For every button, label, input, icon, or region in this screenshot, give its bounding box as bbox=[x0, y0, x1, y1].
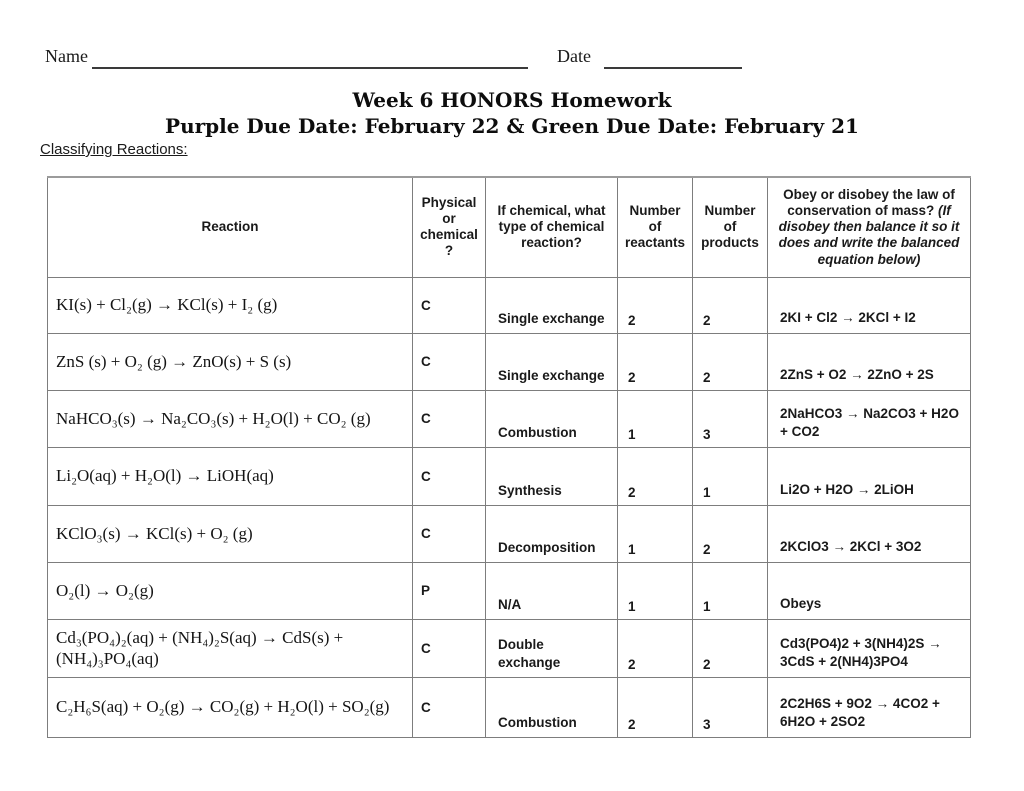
header-number-of-reactants: Number of reactants bbox=[618, 177, 693, 277]
name-field-line bbox=[92, 45, 528, 69]
physical-chemical-cell: C bbox=[413, 390, 486, 447]
reaction-type-cell: Combustion bbox=[486, 677, 618, 737]
reaction-cell: O₂(l) → O₂(g) bbox=[48, 562, 413, 619]
reaction-type-cell: N/A bbox=[486, 562, 618, 619]
header-number-of-products: Number of products bbox=[693, 177, 768, 277]
physical-chemical-cell: C bbox=[413, 677, 486, 737]
reaction-type-cell: Combustion bbox=[486, 390, 618, 447]
reaction-cell: KClO₃(s) → KCl(s) + O₂ (g) bbox=[48, 505, 413, 562]
reactants-count-cell: 2 bbox=[618, 619, 693, 677]
table-row bbox=[48, 390, 971, 447]
title-block bbox=[0, 87, 1024, 139]
name-label: Name bbox=[45, 46, 88, 66]
date-field-line bbox=[604, 45, 742, 69]
table-header-row bbox=[48, 177, 971, 277]
table-row bbox=[48, 333, 971, 390]
physical-chemical-cell: P bbox=[413, 562, 486, 619]
reactants-count-cell: 2 bbox=[618, 447, 693, 505]
reaction-cell: ZnS (s) + O₂ (g) → ZnO(s) + S (s) bbox=[48, 333, 413, 390]
reactants-count-cell: 1 bbox=[618, 562, 693, 619]
conservation-answer-cell: Obeys bbox=[768, 562, 971, 619]
conservation-answer-cell: 2ZnS + O2 → 2ZnO + 2S bbox=[768, 333, 971, 390]
table-row bbox=[48, 562, 971, 619]
products-count-cell: 2 bbox=[693, 619, 768, 677]
header-conservation-main: Obey or disobey the law of conservation of mass? bbox=[783, 186, 955, 218]
header-reaction-type: If chemical, what type of chemical reaction? bbox=[486, 177, 618, 277]
reaction-type-cell: Single exchange bbox=[486, 277, 618, 333]
header-reaction: Reaction bbox=[48, 177, 413, 277]
conservation-answer-cell: 2KI + Cl2 → 2KCl + I2 bbox=[768, 277, 971, 333]
products-count-cell: 2 bbox=[693, 277, 768, 333]
reaction-type-cell: Decomposition bbox=[486, 505, 618, 562]
reaction-type-cell: Synthesis bbox=[486, 447, 618, 505]
products-count-cell: 1 bbox=[693, 447, 768, 505]
reaction-type-cell: Double exchange bbox=[486, 619, 618, 677]
reaction-cell: Li₂O(aq) + H₂O(l) → LiOH(aq) bbox=[48, 447, 413, 505]
products-count-cell: 2 bbox=[693, 505, 768, 562]
table-row bbox=[48, 677, 971, 737]
conservation-answer-cell: Li2O + H2O → 2LiOH bbox=[768, 447, 971, 505]
reaction-cell: Cd₃(PO₄)₂(aq) + (NH₄)₂S(aq) → CdS(s) + (NH₄)₃PO₄(aq) bbox=[48, 619, 413, 677]
products-count-cell: 1 bbox=[693, 562, 768, 619]
reaction-type-cell: Single exchange bbox=[486, 333, 618, 390]
reactants-count-cell: 2 bbox=[618, 677, 693, 737]
table-row bbox=[48, 447, 971, 505]
table-row bbox=[48, 277, 971, 333]
reactants-count-cell: 2 bbox=[618, 333, 693, 390]
physical-chemical-cell: C bbox=[413, 619, 486, 677]
products-count-cell: 3 bbox=[693, 390, 768, 447]
conservation-answer-cell: Cd3(PO4)2 + 3(NH4)2S → 3CdS + 2(NH4)3PO4 bbox=[768, 619, 971, 677]
products-count-cell: 2 bbox=[693, 333, 768, 390]
physical-chemical-cell: C bbox=[413, 333, 486, 390]
reactants-count-cell: 2 bbox=[618, 277, 693, 333]
table-row bbox=[48, 505, 971, 562]
conservation-answer-cell: 2NaHCO3 → Na2CO3 + H2O + CO2 bbox=[768, 390, 971, 447]
classifying-reactions-table bbox=[47, 176, 971, 738]
header-physical-or-chemical: Physical or chemical ? bbox=[413, 177, 486, 277]
physical-chemical-cell: C bbox=[413, 447, 486, 505]
header-conservation-of-mass bbox=[768, 177, 971, 277]
reaction-cell: KI(s) + Cl₂(g) → KCl(s) + I₂ (g) bbox=[48, 277, 413, 333]
conservation-answer-cell: 2KClO3 → 2KCl + 3O2 bbox=[768, 505, 971, 562]
section-label: Classifying Reactions: bbox=[40, 141, 188, 158]
reactants-count-cell: 1 bbox=[618, 390, 693, 447]
page-subtitle: Purple Due Date: February 22 & Green Due Date: February 21 bbox=[165, 114, 859, 138]
page-title: Week 6 HONORS Homework bbox=[352, 88, 672, 112]
products-count-cell: 3 bbox=[693, 677, 768, 737]
reaction-cell: NaHCO₃(s) → Na₂CO₃(s) + H₂O(l) + CO₂ (g) bbox=[48, 390, 413, 447]
reaction-cell: C₂H₆S(aq) + O₂(g) → CO₂(g) + H₂O(l) + SO₂(g) bbox=[48, 677, 413, 737]
physical-chemical-cell: C bbox=[413, 277, 486, 333]
header-conservation-note: (If disobey then balance it so it does and write the balanced equation below) bbox=[778, 202, 960, 267]
date-label: Date bbox=[557, 46, 591, 66]
physical-chemical-cell: C bbox=[413, 505, 486, 562]
reactants-count-cell: 1 bbox=[618, 505, 693, 562]
conservation-answer-cell: 2C2H6S + 9O2 → 4CO2 + 6H2O + 2SO2 bbox=[768, 677, 971, 737]
table-row bbox=[48, 619, 971, 677]
